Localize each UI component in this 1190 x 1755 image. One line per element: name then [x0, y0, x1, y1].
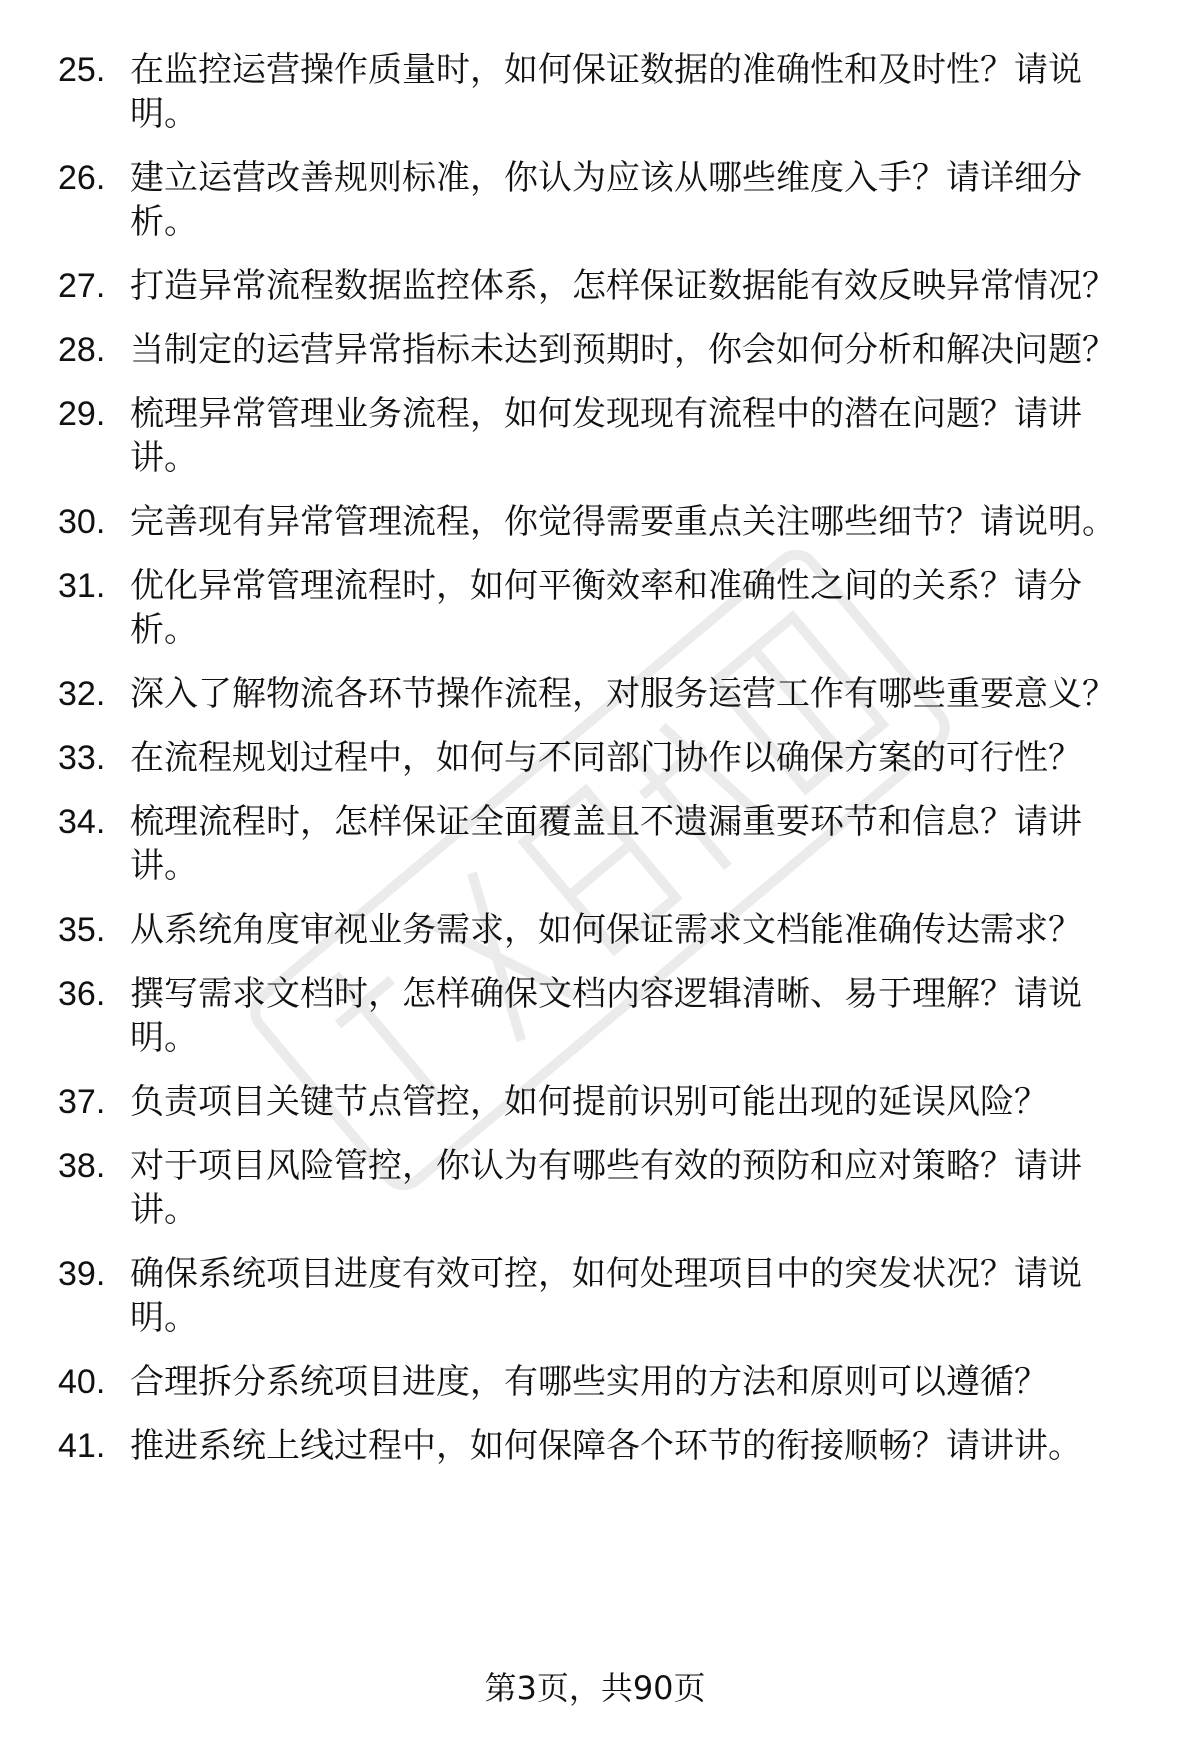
question-number: 41.: [58, 1427, 106, 1465]
question-number: 26.: [58, 159, 106, 197]
question-text: 深入了解物流各环节操作流程，对服务运营工作有哪些重要意义？: [130, 674, 1116, 714]
question-text: 梳理异常管理业务流程，如何发现现有流程中的潜在问题？请讲讲。: [130, 394, 1082, 478]
question-item: [58, 1252, 1148, 1340]
question-list: [58, 48, 1148, 1488]
question-text: 建立运营改善规则标准，你认为应该从哪些维度入手？请详细分析。: [130, 158, 1082, 242]
question-item: [58, 1080, 1148, 1124]
question-number: 31.: [58, 567, 106, 605]
question-item: [58, 1360, 1148, 1404]
question-number: 36.: [58, 975, 106, 1013]
question-text: 推进系统上线过程中，如何保障各个环节的衔接顺畅？请讲讲。: [130, 1426, 1082, 1466]
question-item: [58, 908, 1148, 952]
question-item: [58, 264, 1148, 308]
question-item: [58, 328, 1148, 372]
question-number: 28.: [58, 331, 106, 369]
question-text: 撰写需求文档时，怎样确保文档内容逻辑清晰、易于理解？请说明。: [130, 974, 1082, 1058]
question-text: 梳理流程时，怎样保证全面覆盖且不遗漏重要环节和信息？请讲讲。: [130, 802, 1082, 886]
question-text: 打造异常流程数据监控体系，怎样保证数据能有效反映异常情况？: [130, 266, 1116, 306]
question-number: 25.: [58, 51, 106, 89]
question-item: [58, 800, 1148, 888]
question-number: 30.: [58, 503, 106, 541]
question-text: 从系统角度审视业务需求，如何保证需求文档能准确传达需求？: [130, 910, 1082, 950]
question-number: 35.: [58, 911, 106, 949]
question-number: 29.: [58, 395, 106, 433]
question-item: [58, 1424, 1148, 1468]
question-item: [58, 1144, 1148, 1232]
question-text: 在监控运营操作质量时，如何保证数据的准确性和及时性？请说明。: [130, 50, 1082, 134]
question-item: [58, 736, 1148, 780]
question-number: 40.: [58, 1363, 106, 1401]
question-item: [58, 500, 1148, 544]
page-footer: 第3页，共90页: [484, 1669, 706, 1707]
question-item: [58, 972, 1148, 1060]
question-text: 完善现有异常管理流程，你觉得需要重点关注哪些细节？请说明。: [130, 502, 1116, 542]
question-item: [58, 392, 1148, 480]
question-number: 27.: [58, 267, 106, 305]
question-number: 34.: [58, 803, 106, 841]
question-item: [58, 564, 1148, 652]
question-number: 32.: [58, 675, 106, 713]
question-number: 39.: [58, 1255, 106, 1293]
question-number: 33.: [58, 739, 106, 777]
question-text: 当制定的运营异常指标未达到预期时，你会如何分析和解决问题？: [130, 330, 1116, 370]
question-text: 负责项目关键节点管控，如何提前识别可能出现的延误风险？: [130, 1082, 1048, 1122]
question-number: 38.: [58, 1147, 106, 1185]
question-text: 确保系统项目进度有效可控，如何处理项目中的突发状况？请说明。: [130, 1254, 1082, 1338]
question-item: [58, 48, 1148, 136]
question-text: 优化异常管理流程时，如何平衡效率和准确性之间的关系？请分析。: [130, 566, 1082, 650]
question-text: 在流程规划过程中，如何与不同部门协作以确保方案的可行性？: [130, 738, 1082, 778]
question-item: [58, 672, 1148, 716]
question-text: 对于项目风险管控，你认为有哪些有效的预防和应对策略？请讲讲。: [130, 1146, 1082, 1230]
question-item: [58, 156, 1148, 244]
question-number: 37.: [58, 1083, 106, 1121]
question-text: 合理拆分系统项目进度，有哪些实用的方法和原则可以遵循？: [130, 1362, 1048, 1402]
